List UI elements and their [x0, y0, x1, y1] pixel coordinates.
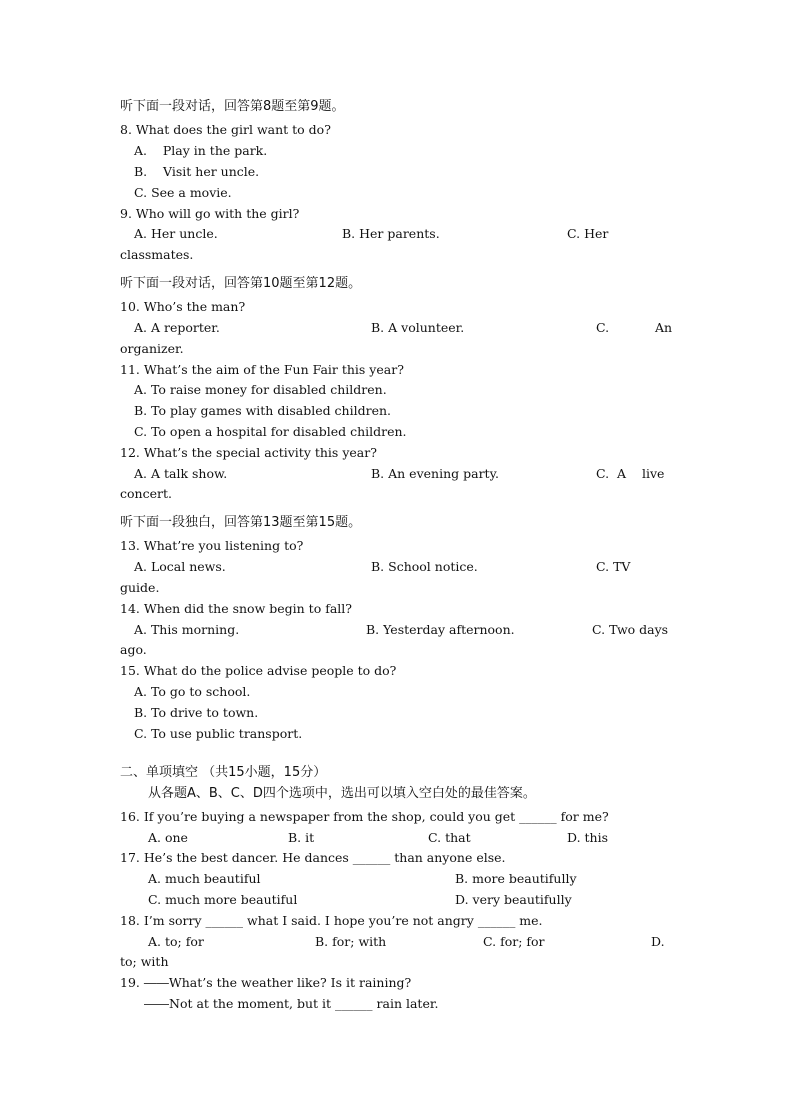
option-a: A. To go to school.: [134, 684, 251, 699]
part-title: 二、单项填空 （共15小题，15分）: [120, 765, 327, 780]
option-a: A. Play in the park.: [134, 143, 268, 158]
question-stem: 13. What’re you listening to?: [120, 538, 304, 553]
question-stem: 9. Who will go with the girl?: [120, 206, 300, 221]
option-c: C. TV: [596, 559, 631, 574]
option-a: A. Her uncle.: [134, 226, 218, 241]
option-b: B. Visit her uncle.: [134, 164, 260, 179]
option-c: C. To use public transport.: [134, 726, 303, 741]
question-stem: 14. When did the snow begin to fall?: [120, 601, 352, 616]
question-stem: 19. ――What’s the weather like? Is it raining?: [120, 975, 412, 990]
option-b: B. more beautifully: [455, 871, 577, 886]
question-stem: 12. What’s the special activity this year?: [120, 445, 377, 460]
option-a: A. Local news.: [134, 559, 226, 574]
option-b: B. A volunteer.: [371, 320, 465, 335]
option-c: C. Her: [567, 226, 609, 241]
option-c: C. that: [428, 830, 471, 845]
option-a: A. to; for: [148, 934, 204, 949]
question-stem: 11. What’s the aim of the Fun Fair this year?: [120, 362, 404, 377]
option-continuation: classmates.: [120, 247, 194, 262]
part-instructions: 从各题A、B、C、D四个选项中，选出可以填入空白处的最佳答案。: [148, 786, 536, 801]
option-c-text: live: [642, 466, 665, 481]
option-b: B. Her parents.: [342, 226, 440, 241]
option-b: B. To drive to town.: [134, 705, 259, 720]
option-c: C. See a movie.: [134, 185, 232, 200]
option-d: D. very beautifully: [455, 892, 572, 907]
option-d: D.: [651, 934, 665, 949]
option-d: D. this: [567, 830, 609, 845]
option-c-text: An: [655, 320, 673, 335]
dialogue-line: ――Not at the moment, but it ______ rain later.: [144, 996, 439, 1011]
option-b: B. An evening party.: [371, 466, 499, 481]
option-a: A. This morning.: [134, 622, 240, 637]
option-c: C. To open a hospital for disabled children.: [134, 424, 407, 439]
option-continuation: concert.: [120, 486, 172, 501]
question-stem: 10. Who’s the man?: [120, 299, 246, 314]
question-stem: 17. He’s the best dancer. He dances ______ than anyone else.: [120, 850, 506, 865]
option-b: B. To play games with disabled children.: [134, 403, 392, 418]
option-a: A. one: [148, 830, 188, 845]
question-stem: 18. I’m sorry ______ what I said. I hope you’re not angry ______ me.: [120, 913, 543, 928]
option-b: B. Yesterday afternoon.: [366, 622, 515, 637]
option-continuation: to; with: [120, 954, 169, 969]
option-a: A. much beautiful: [148, 871, 261, 886]
section-heading: 听下面一段对话，回答第8题至第9题。: [120, 99, 345, 114]
option-b: B. it: [288, 830, 315, 845]
option-a: A. A talk show.: [134, 466, 228, 481]
option-a: A. To raise money for disabled children.: [134, 382, 387, 397]
option-continuation: guide.: [120, 580, 160, 595]
option-b: B. School notice.: [371, 559, 478, 574]
question-stem: 16. If you’re buying a newspaper from the shop, could you get ______ for me?: [120, 809, 609, 824]
option-c-letter: C.: [596, 320, 610, 335]
question-stem: 15. What do the police advise people to do?: [120, 663, 397, 678]
option-b: B. for; with: [315, 934, 387, 949]
option-c: C. for; for: [483, 934, 545, 949]
section-heading: 听下面一段独白，回答第13题至第15题。: [120, 515, 362, 530]
option-continuation: organizer.: [120, 341, 184, 356]
option-c-letter: C. A: [596, 466, 627, 481]
option-c: C. Two days: [592, 622, 669, 637]
section-heading: 听下面一段对话，回答第10题至第12题。: [120, 276, 362, 291]
option-a: A. A reporter.: [134, 320, 220, 335]
question-stem: 8. What does the girl want to do?: [120, 122, 331, 137]
option-c: C. much more beautiful: [148, 892, 298, 907]
option-continuation: ago.: [120, 642, 147, 657]
